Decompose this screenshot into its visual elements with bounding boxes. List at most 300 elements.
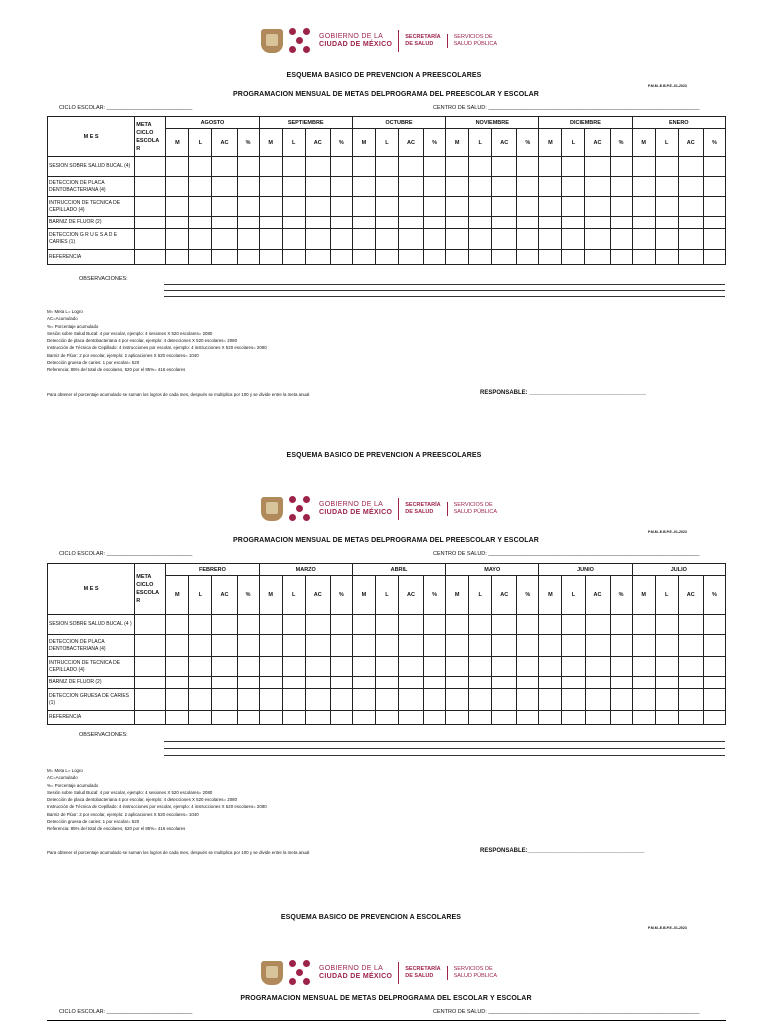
entry-cell[interactable] (282, 711, 305, 725)
entry-cell[interactable] (585, 177, 610, 197)
entry-cell[interactable] (212, 197, 237, 217)
entry-cell[interactable] (492, 689, 517, 711)
entry-cell[interactable] (352, 677, 375, 689)
entry-cell[interactable] (189, 677, 212, 689)
entry-cell[interactable] (655, 677, 678, 689)
entry-cell[interactable] (517, 157, 539, 177)
entry-cell[interactable] (562, 677, 585, 689)
entry-cell[interactable] (135, 657, 166, 677)
entry-cell[interactable] (398, 177, 423, 197)
entry-cell[interactable] (330, 157, 352, 177)
entry-cell[interactable] (259, 157, 282, 177)
section1-obs-line[interactable] (164, 284, 725, 285)
section2-centro-field[interactable]: CENTRO DE SALUD: _____________________________________________________________________ (433, 551, 700, 557)
entry-cell[interactable] (539, 157, 562, 177)
entry-cell[interactable] (703, 229, 725, 250)
entry-cell[interactable] (424, 250, 446, 265)
entry-cell[interactable] (305, 711, 330, 725)
entry-cell[interactable] (399, 711, 424, 725)
entry-cell[interactable] (678, 229, 703, 250)
entry-cell[interactable] (424, 229, 446, 250)
entry-cell[interactable] (469, 689, 492, 711)
entry-cell[interactable] (375, 657, 398, 677)
entry-cell[interactable] (305, 689, 330, 711)
entry-cell[interactable] (166, 177, 189, 197)
entry-cell[interactable] (539, 615, 562, 635)
entry-cell[interactable] (517, 635, 539, 657)
entry-cell[interactable] (469, 157, 492, 177)
entry-cell[interactable] (305, 250, 330, 265)
entry-cell[interactable] (330, 635, 352, 657)
entry-cell[interactable] (237, 197, 259, 217)
entry-cell[interactable] (632, 635, 655, 657)
entry-cell[interactable] (282, 229, 305, 250)
entry-cell[interactable] (655, 657, 678, 677)
entry-cell[interactable] (189, 615, 212, 635)
entry-cell[interactable] (632, 197, 655, 217)
entry-cell[interactable] (585, 157, 610, 177)
entry-cell[interactable] (330, 689, 352, 711)
section2-obs-line[interactable] (164, 748, 725, 749)
entry-cell[interactable] (678, 157, 703, 177)
entry-cell[interactable] (585, 657, 610, 677)
entry-cell[interactable] (655, 157, 678, 177)
entry-cell[interactable] (610, 250, 632, 265)
entry-cell[interactable] (703, 657, 725, 677)
entry-cell[interactable] (135, 711, 166, 725)
entry-cell[interactable] (305, 217, 330, 229)
entry-cell[interactable] (492, 711, 517, 725)
entry-cell[interactable] (632, 217, 655, 229)
entry-cell[interactable] (135, 229, 166, 250)
entry-cell[interactable] (562, 689, 585, 711)
entry-cell[interactable] (632, 177, 655, 197)
entry-cell[interactable] (212, 657, 237, 677)
entry-cell[interactable] (446, 689, 469, 711)
entry-cell[interactable] (375, 615, 398, 635)
entry-cell[interactable] (655, 689, 678, 711)
entry-cell[interactable] (166, 635, 189, 657)
entry-cell[interactable] (424, 177, 446, 197)
entry-cell[interactable] (469, 657, 492, 677)
entry-cell[interactable] (492, 177, 517, 197)
entry-cell[interactable] (585, 615, 610, 635)
entry-cell[interactable] (189, 197, 212, 217)
entry-cell[interactable] (330, 615, 352, 635)
entry-cell[interactable] (517, 689, 539, 711)
entry-cell[interactable] (539, 711, 562, 725)
entry-cell[interactable] (375, 635, 398, 657)
entry-cell[interactable] (703, 615, 725, 635)
entry-cell[interactable] (632, 229, 655, 250)
entry-cell[interactable] (655, 635, 678, 657)
entry-cell[interactable] (703, 711, 725, 725)
entry-cell[interactable] (678, 250, 703, 265)
entry-cell[interactable] (399, 635, 424, 657)
entry-cell[interactable] (305, 657, 330, 677)
entry-cell[interactable] (282, 635, 305, 657)
entry-cell[interactable] (398, 217, 423, 229)
entry-cell[interactable] (237, 677, 259, 689)
entry-cell[interactable] (655, 217, 678, 229)
entry-cell[interactable] (610, 177, 632, 197)
section2-obs-line[interactable] (164, 755, 725, 756)
entry-cell[interactable] (585, 197, 610, 217)
entry-cell[interactable] (492, 615, 517, 635)
entry-cell[interactable] (703, 677, 725, 689)
entry-cell[interactable] (610, 677, 632, 689)
entry-cell[interactable] (585, 689, 610, 711)
entry-cell[interactable] (189, 711, 212, 725)
entry-cell[interactable] (424, 677, 446, 689)
entry-cell[interactable] (585, 711, 610, 725)
entry-cell[interactable] (212, 217, 237, 229)
entry-cell[interactable] (424, 711, 446, 725)
entry-cell[interactable] (305, 635, 330, 657)
entry-cell[interactable] (305, 177, 330, 197)
entry-cell[interactable] (352, 711, 375, 725)
entry-cell[interactable] (237, 217, 259, 229)
entry-cell[interactable] (703, 689, 725, 711)
entry-cell[interactable] (282, 677, 305, 689)
entry-cell[interactable] (330, 229, 352, 250)
entry-cell[interactable] (375, 711, 398, 725)
entry-cell[interactable] (585, 250, 610, 265)
entry-cell[interactable] (237, 689, 259, 711)
entry-cell[interactable] (517, 615, 539, 635)
entry-cell[interactable] (632, 689, 655, 711)
entry-cell[interactable] (259, 689, 282, 711)
entry-cell[interactable] (678, 615, 703, 635)
entry-cell[interactable] (539, 229, 562, 250)
entry-cell[interactable] (655, 615, 678, 635)
entry-cell[interactable] (446, 711, 469, 725)
entry-cell[interactable] (375, 677, 398, 689)
entry-cell[interactable] (446, 177, 469, 197)
entry-cell[interactable] (610, 217, 632, 229)
entry-cell[interactable] (135, 177, 166, 197)
entry-cell[interactable] (282, 250, 305, 265)
entry-cell[interactable] (330, 657, 352, 677)
entry-cell[interactable] (424, 635, 446, 657)
entry-cell[interactable] (678, 689, 703, 711)
entry-cell[interactable] (446, 157, 469, 177)
entry-cell[interactable] (259, 229, 282, 250)
entry-cell[interactable] (469, 177, 492, 197)
entry-cell[interactable] (424, 689, 446, 711)
entry-cell[interactable] (375, 250, 398, 265)
section3-centro-field[interactable]: CENTRO DE SALUD: _____________________________________________________________________ (433, 1009, 700, 1015)
entry-cell[interactable] (237, 657, 259, 677)
entry-cell[interactable] (492, 250, 517, 265)
entry-cell[interactable] (135, 689, 166, 711)
entry-cell[interactable] (259, 197, 282, 217)
entry-cell[interactable] (375, 177, 398, 197)
entry-cell[interactable] (212, 677, 237, 689)
entry-cell[interactable] (655, 250, 678, 265)
entry-cell[interactable] (166, 217, 189, 229)
entry-cell[interactable] (469, 677, 492, 689)
entry-cell[interactable] (330, 197, 352, 217)
entry-cell[interactable] (469, 711, 492, 725)
section1-responsable-field[interactable]: RESPONSABLE: ___________________________________ (480, 390, 647, 396)
entry-cell[interactable] (237, 615, 259, 635)
entry-cell[interactable] (562, 177, 585, 197)
entry-cell[interactable] (469, 197, 492, 217)
entry-cell[interactable] (492, 229, 517, 250)
section1-centro-field[interactable]: CENTRO DE SALUD: _____________________________________________________________________ (433, 105, 700, 111)
entry-cell[interactable] (446, 657, 469, 677)
entry-cell[interactable] (237, 229, 259, 250)
entry-cell[interactable] (492, 657, 517, 677)
entry-cell[interactable] (562, 197, 585, 217)
entry-cell[interactable] (398, 250, 423, 265)
entry-cell[interactable] (610, 711, 632, 725)
entry-cell[interactable] (135, 157, 166, 177)
entry-cell[interactable] (259, 677, 282, 689)
entry-cell[interactable] (632, 677, 655, 689)
entry-cell[interactable] (259, 250, 282, 265)
entry-cell[interactable] (585, 635, 610, 657)
entry-cell[interactable] (655, 177, 678, 197)
entry-cell[interactable] (398, 229, 423, 250)
entry-cell[interactable] (398, 157, 423, 177)
entry-cell[interactable] (610, 229, 632, 250)
entry-cell[interactable] (166, 711, 189, 725)
entry-cell[interactable] (424, 615, 446, 635)
entry-cell[interactable] (237, 177, 259, 197)
entry-cell[interactable] (469, 217, 492, 229)
entry-cell[interactable] (166, 615, 189, 635)
entry-cell[interactable] (189, 177, 212, 197)
entry-cell[interactable] (189, 689, 212, 711)
entry-cell[interactable] (237, 157, 259, 177)
entry-cell[interactable] (632, 711, 655, 725)
entry-cell[interactable] (282, 197, 305, 217)
entry-cell[interactable] (352, 689, 375, 711)
entry-cell[interactable] (517, 677, 539, 689)
entry-cell[interactable] (632, 157, 655, 177)
entry-cell[interactable] (655, 229, 678, 250)
entry-cell[interactable] (424, 217, 446, 229)
entry-cell[interactable] (259, 635, 282, 657)
entry-cell[interactable] (585, 677, 610, 689)
entry-cell[interactable] (259, 217, 282, 229)
entry-cell[interactable] (424, 157, 446, 177)
entry-cell[interactable] (632, 250, 655, 265)
entry-cell[interactable] (189, 217, 212, 229)
entry-cell[interactable] (562, 711, 585, 725)
entry-cell[interactable] (166, 657, 189, 677)
entry-cell[interactable] (539, 689, 562, 711)
entry-cell[interactable] (469, 229, 492, 250)
entry-cell[interactable] (259, 657, 282, 677)
entry-cell[interactable] (305, 197, 330, 217)
entry-cell[interactable] (305, 229, 330, 250)
entry-cell[interactable] (610, 197, 632, 217)
entry-cell[interactable] (539, 657, 562, 677)
entry-cell[interactable] (446, 250, 469, 265)
entry-cell[interactable] (610, 657, 632, 677)
entry-cell[interactable] (352, 157, 375, 177)
entry-cell[interactable] (259, 177, 282, 197)
entry-cell[interactable] (189, 250, 212, 265)
section2-responsable-field[interactable]: RESPONSABLE:___________________________________ (480, 848, 645, 854)
entry-cell[interactable] (212, 689, 237, 711)
entry-cell[interactable] (305, 615, 330, 635)
entry-cell[interactable] (330, 677, 352, 689)
entry-cell[interactable] (259, 711, 282, 725)
entry-cell[interactable] (446, 217, 469, 229)
section1-ciclo-field[interactable]: CICLO ESCOLAR: ____________________________ (59, 105, 193, 111)
entry-cell[interactable] (492, 635, 517, 657)
entry-cell[interactable] (259, 615, 282, 635)
entry-cell[interactable] (212, 635, 237, 657)
entry-cell[interactable] (352, 657, 375, 677)
entry-cell[interactable] (562, 657, 585, 677)
entry-cell[interactable] (282, 615, 305, 635)
entry-cell[interactable] (375, 229, 398, 250)
entry-cell[interactable] (562, 217, 585, 229)
entry-cell[interactable] (703, 157, 725, 177)
entry-cell[interactable] (678, 177, 703, 197)
entry-cell[interactable] (610, 689, 632, 711)
entry-cell[interactable] (655, 711, 678, 725)
entry-cell[interactable] (562, 635, 585, 657)
entry-cell[interactable] (135, 635, 166, 657)
entry-cell[interactable] (539, 677, 562, 689)
entry-cell[interactable] (330, 250, 352, 265)
entry-cell[interactable] (703, 177, 725, 197)
entry-cell[interactable] (237, 250, 259, 265)
section2-obs-line[interactable] (164, 741, 725, 742)
section2-ciclo-field[interactable]: CICLO ESCOLAR: ____________________________ (59, 551, 193, 557)
entry-cell[interactable] (678, 197, 703, 217)
entry-cell[interactable] (212, 229, 237, 250)
entry-cell[interactable] (492, 157, 517, 177)
entry-cell[interactable] (399, 677, 424, 689)
entry-cell[interactable] (135, 250, 166, 265)
entry-cell[interactable] (678, 217, 703, 229)
entry-cell[interactable] (135, 217, 166, 229)
entry-cell[interactable] (237, 711, 259, 725)
entry-cell[interactable] (330, 177, 352, 197)
entry-cell[interactable] (352, 177, 375, 197)
entry-cell[interactable] (492, 197, 517, 217)
entry-cell[interactable] (610, 615, 632, 635)
entry-cell[interactable] (375, 157, 398, 177)
entry-cell[interactable] (305, 677, 330, 689)
entry-cell[interactable] (352, 217, 375, 229)
entry-cell[interactable] (399, 615, 424, 635)
entry-cell[interactable] (352, 229, 375, 250)
entry-cell[interactable] (562, 157, 585, 177)
entry-cell[interactable] (212, 615, 237, 635)
entry-cell[interactable] (189, 229, 212, 250)
entry-cell[interactable] (305, 157, 330, 177)
entry-cell[interactable] (446, 229, 469, 250)
section1-obs-line[interactable] (164, 296, 725, 297)
entry-cell[interactable] (135, 615, 166, 635)
entry-cell[interactable] (562, 250, 585, 265)
entry-cell[interactable] (539, 635, 562, 657)
section3-ciclo-field[interactable]: CICLO ESCOLAR: ____________________________ (59, 1009, 193, 1015)
entry-cell[interactable] (517, 711, 539, 725)
entry-cell[interactable] (492, 677, 517, 689)
entry-cell[interactable] (703, 635, 725, 657)
entry-cell[interactable] (212, 157, 237, 177)
entry-cell[interactable] (424, 197, 446, 217)
entry-cell[interactable] (424, 657, 446, 677)
entry-cell[interactable] (237, 635, 259, 657)
entry-cell[interactable] (492, 217, 517, 229)
entry-cell[interactable] (212, 711, 237, 725)
entry-cell[interactable] (399, 689, 424, 711)
entry-cell[interactable] (517, 229, 539, 250)
section1-obs-line[interactable] (164, 290, 725, 291)
entry-cell[interactable] (703, 250, 725, 265)
entry-cell[interactable] (212, 177, 237, 197)
entry-cell[interactable] (703, 197, 725, 217)
entry-cell[interactable] (446, 197, 469, 217)
entry-cell[interactable] (539, 217, 562, 229)
entry-cell[interactable] (166, 689, 189, 711)
entry-cell[interactable] (166, 197, 189, 217)
entry-cell[interactable] (375, 689, 398, 711)
entry-cell[interactable] (166, 157, 189, 177)
entry-cell[interactable] (517, 177, 539, 197)
entry-cell[interactable] (330, 217, 352, 229)
entry-cell[interactable] (135, 677, 166, 689)
entry-cell[interactable] (632, 615, 655, 635)
entry-cell[interactable] (330, 711, 352, 725)
entry-cell[interactable] (399, 657, 424, 677)
entry-cell[interactable] (539, 197, 562, 217)
entry-cell[interactable] (585, 217, 610, 229)
entry-cell[interactable] (352, 635, 375, 657)
entry-cell[interactable] (562, 229, 585, 250)
entry-cell[interactable] (352, 250, 375, 265)
entry-cell[interactable] (610, 635, 632, 657)
entry-cell[interactable] (632, 657, 655, 677)
entry-cell[interactable] (678, 635, 703, 657)
entry-cell[interactable] (539, 250, 562, 265)
entry-cell[interactable] (446, 677, 469, 689)
entry-cell[interactable] (469, 615, 492, 635)
entry-cell[interactable] (610, 157, 632, 177)
entry-cell[interactable] (562, 615, 585, 635)
entry-cell[interactable] (189, 657, 212, 677)
entry-cell[interactable] (539, 177, 562, 197)
entry-cell[interactable] (517, 217, 539, 229)
entry-cell[interactable] (678, 657, 703, 677)
entry-cell[interactable] (282, 177, 305, 197)
entry-cell[interactable] (282, 157, 305, 177)
entry-cell[interactable] (398, 197, 423, 217)
entry-cell[interactable] (282, 217, 305, 229)
entry-cell[interactable] (585, 229, 610, 250)
entry-cell[interactable] (678, 711, 703, 725)
entry-cell[interactable] (446, 615, 469, 635)
entry-cell[interactable] (375, 217, 398, 229)
entry-cell[interactable] (189, 635, 212, 657)
entry-cell[interactable] (469, 635, 492, 657)
entry-cell[interactable] (703, 217, 725, 229)
entry-cell[interactable] (375, 197, 398, 217)
entry-cell[interactable] (446, 635, 469, 657)
entry-cell[interactable] (135, 197, 166, 217)
entry-cell[interactable] (678, 677, 703, 689)
